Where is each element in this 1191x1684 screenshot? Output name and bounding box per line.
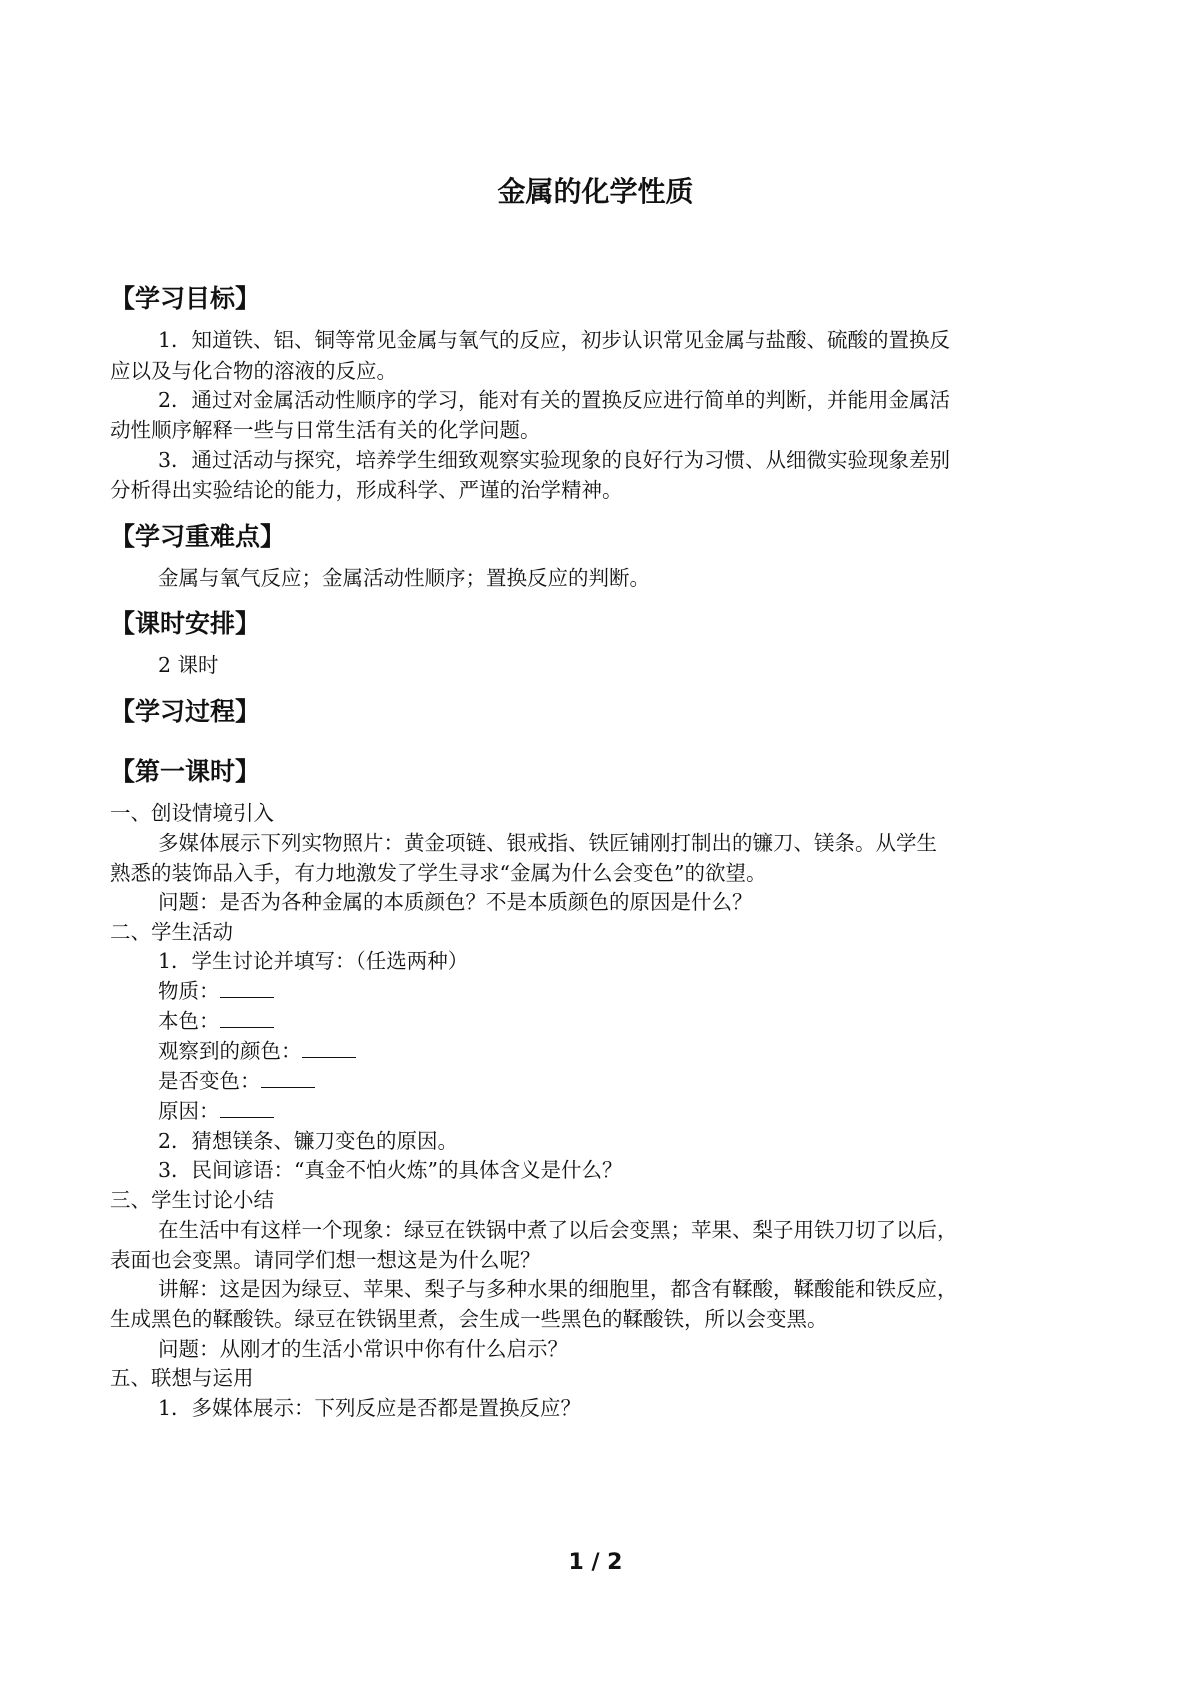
section-heading-schedule: 【课时安排】 (110, 609, 261, 638)
field-label: 原因： (158, 1099, 220, 1123)
schedule-text: 2 课时 (158, 653, 219, 677)
part2-item-1: 1．学生讨论并填写：（任选两种） (158, 949, 469, 973)
part2-item-2: 2．猜想镁条、镰刀变色的原因。 (158, 1129, 459, 1153)
answer-blank (261, 1065, 315, 1088)
part1-title: 一、创设情境引入 (110, 801, 274, 825)
part2-title: 二、学生活动 (110, 920, 233, 944)
part1-line-3: 问题：是否为各种金属的本质颜色？不是本质颜色的原因是什么？ (158, 890, 753, 914)
part3-line-3: 讲解：这是因为绿豆、苹果、梨子与多种水果的细胞里，都含有鞣酸，鞣酸能和铁反应， (158, 1277, 958, 1301)
part5-title: 五、联想与运用 (110, 1366, 254, 1390)
page-number: 1 / 2 (568, 1550, 623, 1575)
part5-item-1: 1．多媒体展示：下列反应是否都是置换反应？ (158, 1396, 582, 1420)
answer-blank (220, 975, 274, 998)
fill-field-original-color (110, 1005, 1133, 1037)
fill-field-observed-color (110, 1035, 1133, 1067)
fill-field-reason (110, 1095, 1133, 1127)
goals-line-5: 3．通过活动与探究，培养学生细致观察实验现象的良好行为习惯、从细微实验现象差别 (158, 448, 951, 472)
fill-field-color-changed (110, 1065, 1133, 1097)
field-label: 本色： (158, 1009, 220, 1033)
goals-line-1: 1．知道铁、铝、铜等常见金属与氧气的反应，初步认识常见金属与盐酸、硫酸的置换反 (158, 328, 951, 352)
section-heading-process: 【学习过程】 (110, 697, 261, 726)
keypoints-text: 金属与氧气反应；金属活动性顺序；置换反应的判断。 (158, 566, 650, 590)
goals-line-2: 应以及与化合物的溶液的反应。 (110, 359, 397, 383)
section-heading-goals: 【学习目标】 (110, 284, 261, 313)
section-heading-keypoints: 【学习重难点】 (110, 522, 286, 551)
answer-blank (220, 1005, 274, 1028)
answer-blank (220, 1095, 274, 1118)
part1-line-1: 多媒体展示下列实物照片：黄金项链、银戒指、铁匠铺刚打制出的镰刀、镁条。从学生 (158, 831, 937, 855)
field-label: 观察到的颜色： (158, 1039, 302, 1063)
field-label: 物质： (158, 979, 220, 1003)
goals-line-6: 分析得出实验结论的能力，形成科学、严谨的治学精神。 (110, 478, 623, 502)
goals-line-4: 动性顺序解释一些与日常生活有关的化学问题。 (110, 418, 541, 442)
part3-line-4: 生成黑色的鞣酸铁。绿豆在铁锅里煮，会生成一些黑色的鞣酸铁，所以会变黑。 (110, 1307, 828, 1331)
part3-line-5: 问题：从刚才的生活小常识中你有什么启示？ (158, 1337, 568, 1361)
part2-item-3: 3．民间谚语：“真金不怕火炼”的具体含义是什么？ (158, 1158, 623, 1182)
section-heading-lesson1: 【第一课时】 (110, 757, 261, 786)
part3-line-2: 表面也会变黑。请同学们想一想这是为什么呢？ (110, 1248, 541, 1272)
part3-line-1: 在生活中有这样一个现象：绿豆在铁锅中煮了以后会变黑；苹果、梨子用铁刀切了以后， (158, 1218, 958, 1242)
field-label: 是否变色： (158, 1069, 261, 1093)
part3-title: 三、学生讨论小结 (110, 1188, 274, 1212)
fill-field-substance (110, 975, 1133, 1007)
document-title: 金属的化学性质 (497, 175, 694, 208)
goals-line-3: 2．通过对金属活动性顺序的学习，能对有关的置换反应进行简单的判断，并能用金属活 (158, 388, 951, 412)
part1-line-2: 熟悉的装饰品入手，有力地激发了学生寻求“金属为什么会变色”的欲望。 (110, 861, 767, 885)
answer-blank (302, 1035, 356, 1058)
